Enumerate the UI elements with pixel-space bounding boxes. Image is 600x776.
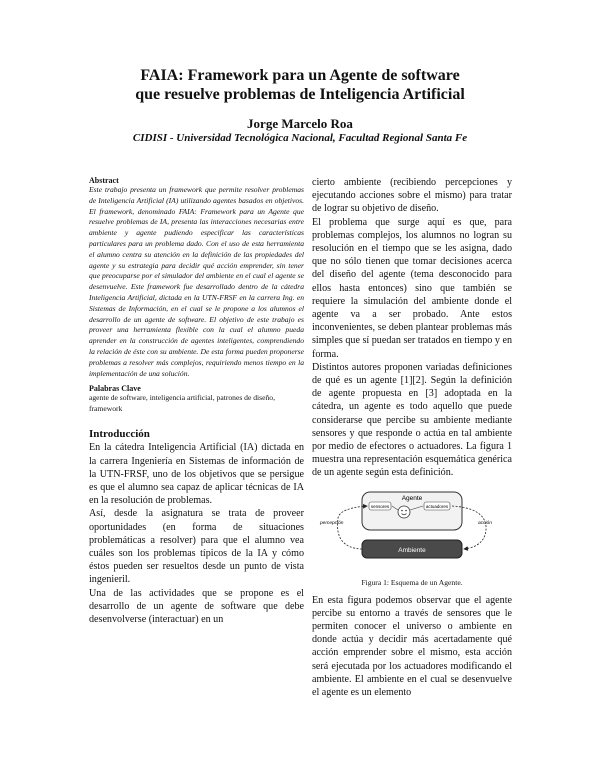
abstract-text: Este trabajo presenta un framework que permite resolver problemas de Inteligencia Artificial (IA) utilizando agentes basados en objetivos. El framework, denominado FAIA: Framework para un Agente que resuelve problemas de IA, presenta las interacciones necesarias entre ambiente y agente pudiendo especificar las características particulares para un problema dado. Con el uso de esta herramienta el alumno centra su atención en la definición de las propiedades del agente y su estrategia para decidir qué acción emprender, sin tener que preocuparse por el simulador del ambiente en el cual el agente se desenvuelve. Este framework fue desarrollado dentro de la cátedra Inteligencia Artificial, dictada en la UTN-FRSF en la carrera Ing. en Sistemas de Información, en el cual se le propone a los alumnos el desarrollo de un agente de software. El objetivo de este trabajo es proveer una herramienta flexible con la cual el alumno pueda aprender en la construcción de agentes inteligentes, comprendiendo la relación de éste con su ambiente. De esta forma pueden proponerse problemas a resolver más complejos, requiriendo menos tiempo en la implementación de una solución.	[89, 185, 304, 378]
title-line-2: que resuelve problemas de Inteligencia Artificial	[135, 86, 465, 103]
right-column	[312, 176, 512, 699]
body-paragraph: Distintos autores proponen variadas definiciones de qué es un agente [1][2]. Según la definición de agente propuesta en [3] adoptada en la cátedra, un agente es todo aquello que puede considerarse que percibe su ambiente mediante sensores y que responde o actúa en tal ambiente por medio de efectores o actuadores. La figura 1 muestra una representación esquemática genérica de un agente según esta definición.	[312, 361, 512, 479]
percept-label: percepción	[320, 520, 344, 526]
agent-label: Agente	[401, 494, 423, 502]
title-line-1: FAIA: Framework para un Agente de software	[140, 67, 460, 84]
author-affiliation: CIDISI - Universidad Tecnológica Nacional, Facultad Regional Santa Fe	[132, 132, 468, 144]
smiley-icon	[398, 506, 410, 518]
sensors-label: sensores	[370, 503, 390, 509]
left-column	[89, 176, 304, 626]
keywords-heading: Palabras Clave	[89, 384, 141, 394]
smiley-eye-right	[405, 509, 407, 511]
figure-1-agent-diagram	[312, 486, 512, 568]
intro-paragraph: Una de las actividades que se propone es el desarrollo de un agente de software que debe desenvolverse (interactuar) en un	[89, 587, 304, 625]
abstract-heading: Abstract	[89, 176, 119, 185]
keywords-text: agente de software, inteligencia artificial, patrones de diseño, framework	[89, 393, 275, 413]
smiley-eye-left	[401, 509, 403, 511]
body-paragraph: En esta figura podemos observar que el agente percibe su entorno a través de sensores que le permiten conocer el universo o ambiente en donde actúa y decidir más acertadamente qué acción emprender sobre el mismo, esta acción será ejecutada por los actuadores modificando el ambiente. El ambiente en el cual se desenvuelve el agente es un elemento	[312, 594, 512, 699]
intro-paragraph: En la cátedra Inteligencia Artificial (IA) dictada en la carrera Ingeniería en Sistemas de información de la UTN-FRSF, uno de los objetivos que se persigue es que el alumno sea capaz de aplicar técnicas de IA en la resolución de problemas.	[89, 442, 304, 507]
intro-paragraph: Así, desde la asignatura se trata de proveer oportunidades (en forma de situaciones problemáticas a resolver) para que el alumno vea cuáles son los problemas típicos de la IA y cómo éstos pueden ser resueltos desde un punto de vista ingenieril.	[89, 508, 304, 586]
actuators-label: actuadores	[425, 503, 449, 509]
body-paragraph: El problema que surge aquí es que, para problemas complejos, los alumnos no logran su resolución en el tiempo que se les asigna, dado que no sólo tienen que tomar decisiones acerca del diseño del agente (tema desconocido para ellos hasta entonces) sino que también se requiere la simulación del ambiente donde el agente va a ser probado. Ante estos inconvenientes, se deben plantear problemas más simples que sí puedan ser tratados en tiempo y en forma.	[312, 216, 512, 360]
action-label: acción	[478, 520, 492, 526]
environment-label: Ambiente	[398, 546, 426, 554]
body-paragraph: cierto ambiente (recibiendo percepciones y ejecutando acciones sobre el mismo) para tratar de lograr su objetivo de diseño.	[312, 177, 512, 215]
author-name: Jorge Marcelo Roa	[247, 116, 353, 131]
agent-diagram-svg	[312, 486, 512, 568]
introduction-heading: Introducción	[89, 428, 150, 441]
paper-title	[0, 66, 600, 104]
figure-caption: Figura 1: Esquema de un Agente.	[361, 577, 463, 587]
